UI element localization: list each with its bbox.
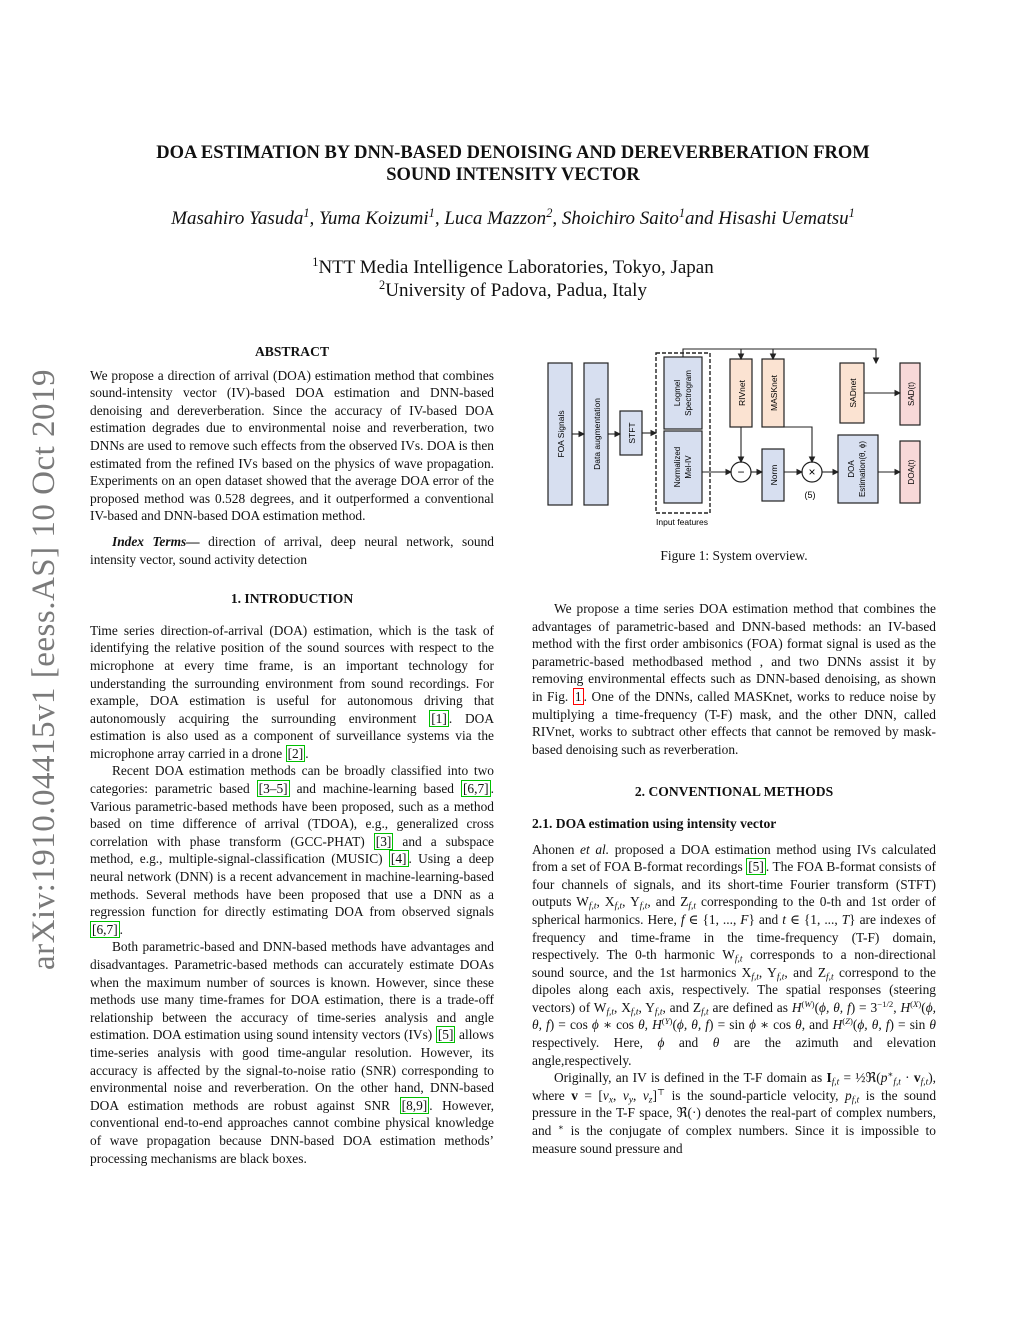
- author-affiliation-mark: 1: [678, 206, 686, 221]
- intro-text: Both parametric-based and DNN-based methods have advantages and disadvantages. Parametric-based methods can accurately estimate DOAs when the maximum number of sources is known. However, since these methods use many time-frames for DOA estimation, there is a trade-off relationship between the accuracy of time-series analysis and angle estimation. DOA estimation using sound intensity vectors (IVs): [90, 939, 494, 1043]
- subsection-heading: 2.1. DOA estimation using intensity vector: [532, 815, 777, 831]
- intro-text: . Using a deep neural network (DNN) is a recent advancement in machine-learning-based methods. Several methods have been proposed that use a DNN as a regression function for directly estimating DOA from observed signals: [90, 851, 494, 920]
- citation-link[interactable]: [3–5]: [258, 781, 288, 797]
- citation-link[interactable]: [5]: [437, 1027, 454, 1043]
- citation-link[interactable]: [4]: [390, 851, 407, 867]
- author-separator: ,: [309, 208, 319, 229]
- stft-label: STFT: [627, 422, 637, 444]
- right-column: [532, 600, 936, 1157]
- arxiv-sidebar-id: arXiv:1910.04415v1 [eess.AS] 10 Oct 2019: [26, 368, 63, 970]
- body-text: Originally, an IV is defined in the T-F domain as: [554, 1070, 823, 1086]
- system-overview-diagram: [540, 345, 932, 530]
- index-terms-label: Index Terms—: [112, 533, 200, 549]
- body-text: We propose a time series DOA estimation method that combines the advantages of parametric-based and DNN-based methods: an IV-based method with the first order ambisonics (FOA) format signal is used as the parametric-based methodbased method , and two DNNs assist it by removing environmental effects such as DNN-based denoising, as shown in Fig.: [532, 601, 936, 704]
- affiliation-text: University of Padova, Padua, Italy: [385, 280, 647, 301]
- citation-link[interactable]: [2]: [287, 745, 304, 761]
- introduction-heading: 1. INTRODUCTION: [230, 591, 354, 607]
- abstract-heading: ABSTRACT: [254, 344, 330, 359]
- affiliation-text: NTT Media Intelligence Laboratories, Tokyo, Japan: [318, 257, 714, 278]
- author-separator: ,: [434, 208, 445, 229]
- figure-link[interactable]: 1: [574, 688, 582, 704]
- affiliation-line: [90, 279, 936, 302]
- sadnet-label: SADnet: [848, 378, 858, 408]
- right-paragraph-3: Originally, an IV is defined in the T-F domain as $I_{f,t}$ = $\frac{1}{2}ℜ(p^∗_{f,t} \cdot v_{f,t})$, where $v = [v_x$, $v_y$, $v_z]^⊤$ is the sound-particle velocity, $p_{f,t}$ is the sound pressure in the T-F space, ℜ(·) denotes the real-part of complex numbers, and ∗ is the conjugate of complex numbers. Since it is impossible to measure sound pressure and: [532, 1069, 937, 1156]
- intro-text: and a subspace method, e.g., multiple-signal-classification (MUSIC): [90, 833, 494, 867]
- author-affiliation-mark: 1: [428, 206, 435, 221]
- input-features-label: Input features: [656, 517, 708, 527]
- author-name: Masahiro Yasuda: [171, 208, 304, 229]
- intro-text: . However, conventional end-to-end approaches cannot combine physical knowledge of wave propagation because DNN-based DOA estimation methods’ processing mechanisms are black boxes.: [90, 1097, 494, 1166]
- mel-iv-block: [664, 431, 702, 503]
- index-terms-text: direction of arrival, deep neural network, sound intensity vector, sound activity detection: [90, 533, 494, 567]
- intro-text: and machine-learning based: [289, 781, 461, 797]
- equation-ref-label: (5): [804, 490, 816, 500]
- logmel-label-2: Spectrogram: [684, 370, 693, 416]
- author-affiliation-mark: 2: [546, 206, 553, 221]
- mel-iv-label-1: Normalized: [673, 446, 682, 488]
- title-line-2: SOUND INTENSITY VECTOR: [386, 165, 640, 185]
- body-text: . The FOA B-format consists of four channels of signals, and its short-time Fourier transform (STFT) outputs W: [532, 859, 937, 910]
- author-affiliation-mark: 1: [303, 206, 310, 221]
- intro-text: . DOA estimation is also used as a component of surveillance systems via the microphone array carried in a drone: [90, 710, 494, 761]
- logmel-label-1: Logmel: [673, 379, 682, 407]
- left-column: [90, 343, 494, 1167]
- intro-paragraph-1: [90, 622, 494, 763]
- body-text-italic: et al.: [580, 841, 610, 857]
- citation-link[interactable]: [8,9]: [401, 1097, 428, 1113]
- doa-estimation-label-1: DOA: [847, 460, 856, 478]
- author-list: [90, 207, 936, 231]
- index-terms: [90, 533, 494, 568]
- body-text: Ahonen: [532, 841, 581, 857]
- citation-link[interactable]: [1]: [431, 710, 447, 726]
- body-text: Since it is impossible to measure sound pressure and: [532, 1123, 936, 1156]
- body-text: proposed a DOA estimation method using IVs calculated from a set of FOA B-format recordings: [532, 841, 936, 875]
- intro-paragraph-2: [90, 762, 494, 938]
- abstract-text: We propose a direction of arrival (DOA) estimation method that combines sound-intensity vector (IV)-based DOA estimation and DNN-based denoising and dereverberation. Since the accuracy of IV-based DOA estimation degrades due to environmental noise and reverberation, two DNNs are used to remove such effects from the observed IVs. DOA is then estimated from the refined IVs based on the physics of wave propagation. Experiments on an open dataset showed that the average DOA error of the proposed method was 0.528 degrees, and it outperformed a conventional IV-based and DNN-based DOA estimation method.: [90, 367, 494, 524]
- title-line-1: DOA ESTIMATION BY DNN-BASED DENOISING AND DEREVERBERATION FROM: [156, 143, 870, 163]
- masknet-label: MASKnet: [769, 375, 779, 411]
- author-name: Shoichiro Saito: [561, 208, 679, 229]
- affiliation-number: 2: [379, 278, 386, 293]
- affiliation-line: [90, 256, 936, 279]
- author-name: Hisashi Uematsu: [718, 208, 849, 229]
- citation-link[interactable]: [3]: [375, 833, 392, 849]
- right-paragraph-1: [532, 600, 936, 758]
- intro-text: Time series direction-of-arrival (DOA) estimation, which is the task of identifying the relative position of the sound sources with respect to the microphone at every time frame, is an important technology for understanding the surrounding environment from sound recordings. For example, DOA estimation is useful for autonomous driving that autonomously acquiring the surrounding environment: [90, 622, 494, 726]
- citation-link[interactable]: [6,7]: [462, 781, 489, 797]
- author-affiliation-mark: 1: [848, 206, 855, 221]
- data-augmentation-label: Data augmentation: [592, 398, 602, 470]
- intro-paragraph-3: [90, 938, 494, 1167]
- citation-link[interactable]: [6,7]: [92, 921, 118, 937]
- doa-estimation-label-2: Estimation(θ, ϕ): [858, 440, 867, 498]
- intro-text: allows time-series analysis with good time-angular resolution. However, its accuracy is affected by the signal-to-noise ratio (SNR) corresponding to environmental noise and reverberation. On the other hand, DNN-based DOA estimation methods are robust against SNR: [90, 1027, 495, 1113]
- intro-text: .: [305, 745, 309, 761]
- logmel-block: [664, 357, 702, 429]
- subtract-symbol: −: [737, 465, 745, 479]
- doa-output-label: DOA(t): [907, 459, 916, 485]
- author-separator: and: [685, 208, 719, 229]
- mel-iv-label-2: Mel-IV: [684, 455, 693, 479]
- body-text: . One of the DNNs, called MASKnet, works to reduce noise by multiplying a time-frequency (T-F) mask, and the other DNN, called RIVnet, works to subtract other effects that cannot be removed by mask-based denoising such as reverberation.: [532, 688, 936, 757]
- foa-signals-label: FOA Signals: [556, 410, 566, 458]
- author-separator: ,: [552, 208, 562, 229]
- citation-link[interactable]: [5]: [748, 859, 764, 875]
- intro-text: . Various parametric-based methods have been proposed, such as a method based on time difference of arrival (TDOA), e.g., generalized cross correlation with phase transform (GCC-PHAT): [90, 781, 494, 849]
- multiply-symbol: ×: [808, 465, 816, 479]
- author-name: Luca Mazzon: [444, 208, 547, 229]
- rivnet-label: RIVnet: [737, 380, 747, 406]
- figure-caption: Figure 1: System overview.: [660, 548, 808, 563]
- paper-title: [90, 142, 936, 186]
- affiliations: [90, 256, 936, 302]
- norm-label: Norm: [769, 464, 779, 486]
- intro-text: Recent DOA estimation methods can be broadly classified into two categories: parametric based: [90, 763, 494, 797]
- affiliation-number: 1: [312, 255, 319, 270]
- author-name: Yuma Koizumi: [319, 208, 429, 229]
- sad-output-label: SAD(t): [907, 382, 916, 406]
- conventional-methods-heading: 2. CONVENTIONAL METHODS: [634, 784, 834, 800]
- intro-text: .: [119, 921, 124, 937]
- right-paragraph-2: Ahonen et al. proposed a DOA estimation method using IVs calculated from a set of FOA B-format recordings [5] . The FOA B-format consists of four channels of signals, and its short-time Fourier transform (STFT) outputs $W_{f,t}$, $X_{f,t}$, $Y_{f,t}$, and $Z_{f,t}$ corresponding to the 0-th and 1st order of spherical harmonics. Here, f ∈ {1, ..., F} and t ∈ {1, ..., T} are indexes of frequency and time-frame in the time-frequency (T-F) domain, respectively. The 0-th harmonic $W_{f,t}$ corresponds to a non-directional sound source, and the 1st harmonics $X_{f,t}$, $Y_{f,t}$, and $Z_{f,t}$ correspond to the dipoles along each axis, respectively. The spatial responses (steering vectors) of $W_{f,t}$, $X_{f,t}$, $Y_{f,t}$, and $Z_{f,t}$ are defined as $H^{(W)}(\phi$, θ, $f) = 3^{-1/2}$, $H^{(X)}(\phi$, θ, f) = cos ϕ ∗ cos θ, $H^{(Y)}(\phi$, θ, f) = sin ϕ ∗ cos θ, and $H^{(Z)}(\phi$, θ, f) = sin θ respectively. Here, ϕ and θ are the azimuth and elevation angle,respectively.: [532, 841, 937, 1068]
